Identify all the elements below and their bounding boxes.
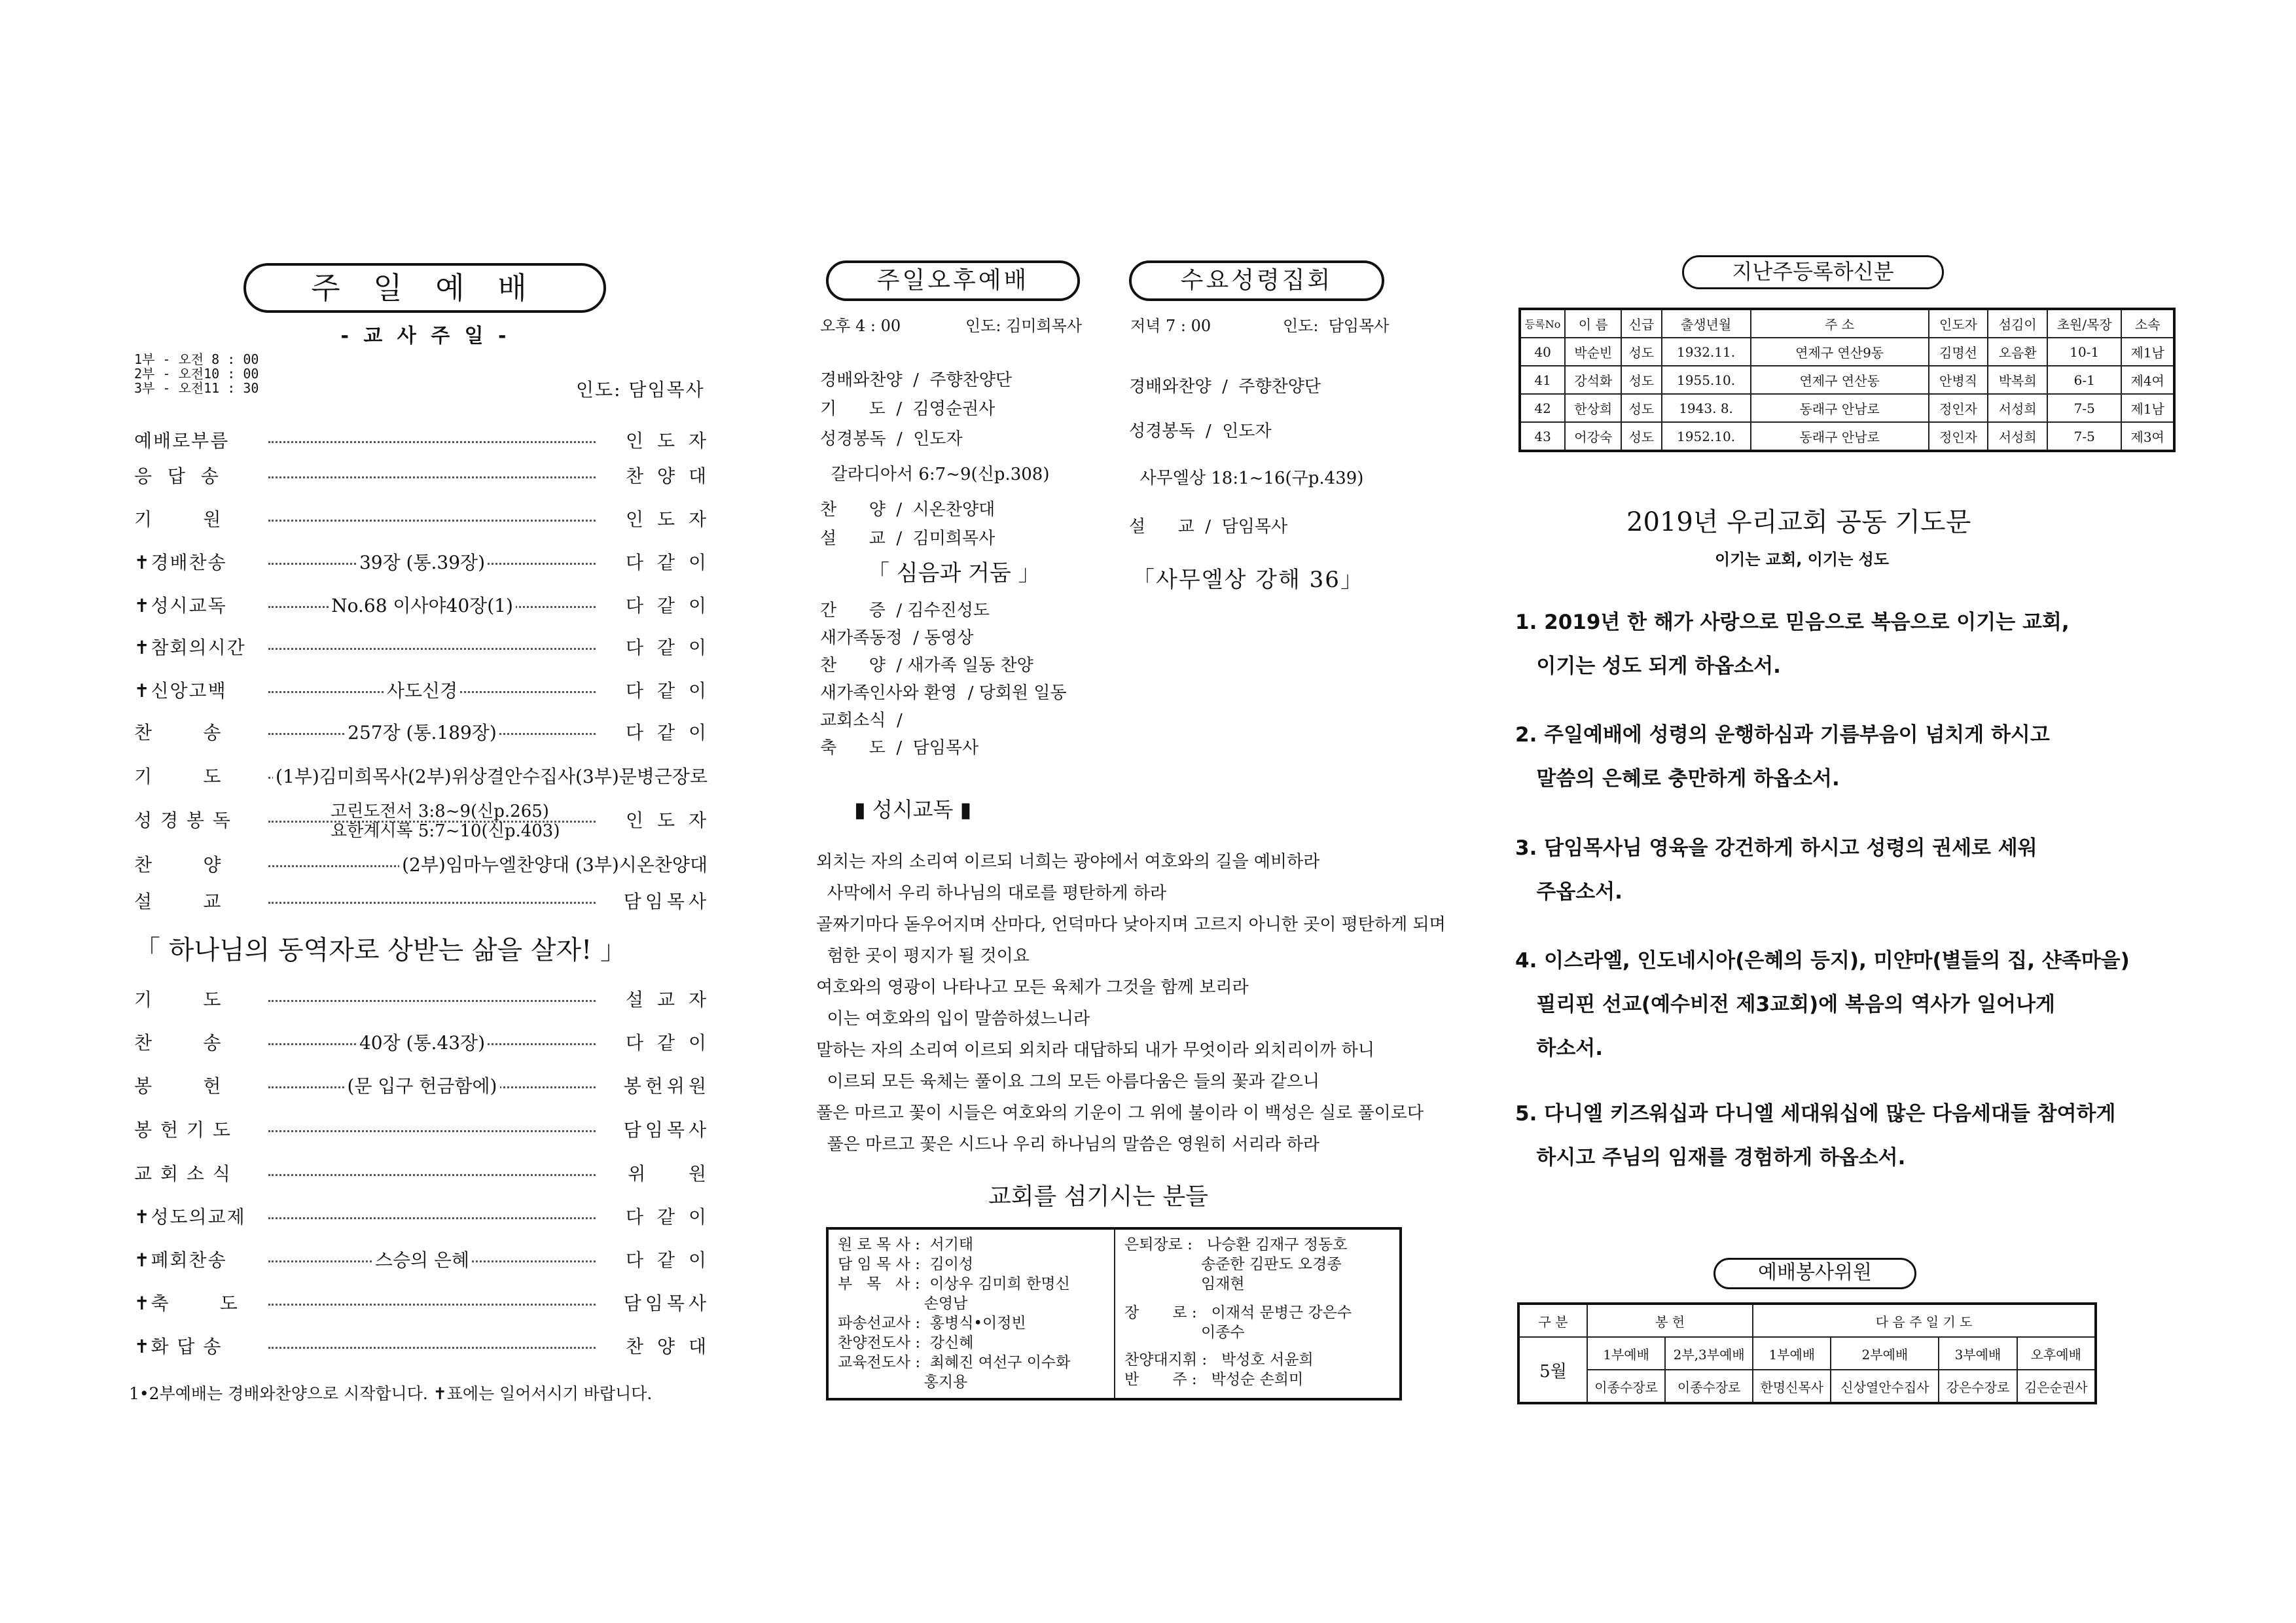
cell: 1943. 8. [1662, 394, 1751, 422]
prayer-item-5: 5. 다니엘 키즈워십과 다니엘 세대워십에 많은 다음세대들 참여하게 하시고 주님의 임재를 경험하게 하옵소서. [1515, 1102, 2116, 1169]
order-responsible: 담임목사 [623, 891, 710, 912]
order-responsible: 다 같 이 [626, 1206, 710, 1228]
reading-line: 여호와의 영광이 나타나고 모든 육체가 그것을 함께 보리라 [816, 978, 1249, 997]
order-label: ✝성시교독 [134, 595, 227, 616]
order-row [134, 427, 710, 459]
order-responsible: 인 도 자 [626, 508, 710, 530]
server-line: 홍지용 [838, 1374, 968, 1391]
order-detail: No.68 이사야40장(1) [329, 595, 516, 616]
reading-line: 외치는 자의 소리여 이르되 너희는 광야에서 여호와의 길을 예비하라 [816, 852, 1320, 872]
cell: 한상희 [1565, 394, 1621, 422]
order-row [134, 633, 710, 666]
table-row [1520, 394, 2174, 422]
cell: 1부예배 [1587, 1337, 1665, 1370]
registration-title: 지난주등록하신분 [1682, 255, 1944, 289]
reading-line: 말하는 자의 소리여 이르되 외치라 대답하되 내가 무엇이라 외치리이까 하니 [816, 1041, 1374, 1060]
cell: 6-1 [2047, 366, 2121, 394]
cell: 정인자 [1929, 394, 1988, 422]
time-3: 3부 - 오전11 : 30 [134, 380, 259, 396]
order-row [134, 1072, 710, 1105]
leader-dots [268, 1347, 596, 1349]
afternoon-line: 새가족인사와 환영 / 당회원 일동 [820, 683, 1067, 703]
order-row [134, 762, 710, 795]
col-header: 주 소 [1751, 309, 1929, 338]
order-row [134, 887, 710, 920]
cell: 서성희 [1988, 394, 2047, 422]
prayer-item-2: 2. 주일예배에 성령의 운행하심과 기름부음이 넘치게 하시고 말씀의 은혜로 충만하게 하옵소서. [1515, 723, 2050, 791]
cell: 2부,3부예배 [1665, 1337, 1753, 1370]
table-row [1520, 422, 2174, 451]
leader-dots [268, 520, 596, 522]
servers-title: 교회를 섬기시는 분들 [988, 1183, 1208, 1210]
reading-line: 이르되 모든 육체는 풀이요 그의 모든 아름다움은 들의 꽃과 같으니 [816, 1072, 1320, 1092]
cell: 오음환 [1988, 338, 2047, 366]
scripture-reading [331, 802, 560, 841]
server-line: 파송선교사 : 홍병식•이정빈 [838, 1315, 1026, 1332]
table-header-row [1520, 309, 2174, 338]
leader-dots [268, 902, 596, 904]
order-detail: 스승의 은혜 [372, 1249, 472, 1271]
cell: 7-5 [2047, 422, 2121, 451]
leader-dots [268, 476, 596, 478]
leader-dots [268, 1304, 596, 1306]
cell: 1952.10. [1662, 422, 1751, 451]
cell: 안병직 [1929, 366, 1988, 394]
order-row [134, 851, 710, 883]
prayer-item-1: 1. 2019년 한 해가 사랑으로 믿음으로 복음으로 이기는 교회, 이기는 성도 되게 하옵소서. [1515, 611, 2070, 678]
service-note: 1•2부예배는 경배와찬양으로 시작합니다. ✝표에는 일어서시기 바랍니다. [129, 1384, 653, 1403]
table-row [1520, 366, 2174, 394]
cell: 43 [1520, 422, 1565, 451]
prayer-title: 2019년 우리교회 공동 기도문 [1626, 507, 1971, 537]
order-row [134, 1116, 710, 1149]
cell: 성도 [1621, 338, 1661, 366]
order-responsible: 찬 양 대 [626, 465, 710, 487]
cell: 제1남 [2121, 338, 2174, 366]
committee-table [1517, 1302, 2097, 1404]
order-label: 기 도 [134, 766, 223, 787]
afternoon-line: 축 도 / 담임목사 [820, 738, 979, 758]
cell: 오후예배 [2017, 1337, 2096, 1370]
col-header: 인도자 [1929, 309, 1988, 338]
order-responsible: 다 같 이 [626, 680, 710, 702]
cell: 이종수장로 [1665, 1370, 1753, 1403]
afternoon-line: 간 증 / 김수진성도 [820, 601, 990, 620]
cell: 김은순권사 [2017, 1370, 2096, 1403]
cell: 40 [1520, 338, 1565, 366]
order-row [134, 677, 710, 709]
order-detail: 40장 (통.43장) [357, 1032, 488, 1054]
order-label: 응 답 송 [134, 465, 220, 487]
order-row [134, 1160, 710, 1192]
server-line: 손영남 [838, 1295, 968, 1312]
prayer-item-4: 4. 이스라엘, 인도네시아(은혜의 등지), 미얀마(별들의 집, 샨족마을) 필리핀 선교(예수비전 제3교회)에 복음의 역사가 일어나게 하소서. [1515, 949, 2130, 1060]
afternoon-line: 경배와찬양 / 주향찬양단 [820, 370, 1012, 390]
cell: 서성희 [1988, 422, 2047, 451]
order-row [134, 1289, 710, 1322]
order-responsible: 인 도 자 [626, 810, 710, 831]
col-header: 이 름 [1565, 309, 1621, 338]
cell: 연제구 연산동 [1751, 366, 1929, 394]
sermon-title: 「 하나님의 동역자로 상받는 삶을 살자! 」 [134, 935, 626, 965]
time-1: 1부 - 오전 8 : 00 [134, 351, 259, 367]
order-responsible: 담임목사 [623, 1293, 710, 1314]
order-responsible: 담임목사 [623, 1119, 710, 1141]
order-responsible: 다 같 이 [626, 1032, 710, 1054]
afternoon-line: 설 교 / 김미희목사 [820, 529, 996, 548]
cell: 1932.11. [1662, 338, 1751, 366]
servers-box [826, 1227, 1402, 1400]
order-responsible: 다 같 이 [626, 722, 710, 743]
order-detail: (2부)임마누엘찬양대 (3부)시온찬양대 [399, 854, 710, 876]
cell: 박복희 [1988, 366, 2047, 394]
cell: 성도 [1621, 366, 1661, 394]
order-responsible: 인 도 자 [626, 430, 710, 452]
cell: 동래구 안남로 [1751, 422, 1929, 451]
cell: 1부예배 [1753, 1337, 1831, 1370]
wednesday-line: 사무엘상 18:1~16(구p.439) [1129, 469, 1364, 488]
scripture-1: 고린도전서 3:8~9(신p.265) [331, 802, 549, 821]
order-label: 기 도 [134, 989, 223, 1010]
time-2: 2부 - 오전10 : 00 [134, 366, 259, 382]
prayer-subtitle: 이기는 교회, 이기는 성도 [1715, 550, 1890, 569]
order-label: 찬 송 [134, 722, 223, 743]
afternoon-service-title: 주일오후예배 [826, 260, 1080, 301]
order-detail: (1부)김미희목사(2부)위상결안수집사(3부)문병근장로 [273, 766, 710, 787]
leader-dots [268, 1130, 596, 1132]
registration-table [1518, 308, 2176, 452]
server-line: 부 목 사 : 이상우 김미희 한명신 [838, 1275, 1070, 1293]
server-line: 장 로 : 이재석 문병근 강은수 [1124, 1304, 1352, 1321]
month-cell: 5월 [1518, 1337, 1587, 1403]
order-responsible: 봉헌위원 [623, 1075, 710, 1097]
order-responsible: 다 같 이 [626, 637, 710, 658]
cell: 어강숙 [1565, 422, 1621, 451]
order-label: ✝참회의시간 [134, 637, 246, 658]
wednesday-line: 설 교 / 담임목사 [1129, 517, 1288, 537]
prayer-item-3: 3. 담임목사님 영육을 강건하게 하시고 성령의 권세로 세워 주옵소서. [1515, 836, 2037, 904]
server-line: 송준한 김판도 오경종 [1124, 1256, 1342, 1273]
afternoon-line: 성경봉독 / 인도자 [820, 429, 963, 449]
service-times [134, 352, 259, 395]
order-label: 예배로부름 [134, 430, 230, 452]
order-detail: (문 입구 헌금함에) [345, 1075, 500, 1097]
order-responsible: 다 같 이 [626, 552, 710, 573]
order-detail: 257장 (통.189장) [345, 722, 499, 743]
order-responsible: 설 교 자 [626, 989, 710, 1010]
wednesday-sermon: 「사무엘상 강해 36」 [1132, 567, 1364, 593]
afternoon-leader: 인도: 김미희목사 [965, 317, 1083, 335]
order-row [134, 1029, 710, 1061]
cell: 제4여 [2121, 366, 2174, 394]
afternoon-line: 교회소식 / [820, 711, 903, 730]
order-row [134, 1332, 710, 1365]
order-row [134, 505, 710, 538]
cell: 1955.10. [1662, 366, 1751, 394]
committee-title: 예배봉사위원 [1713, 1258, 1916, 1289]
wednesday-leader: 인도: 담임목사 [1283, 317, 1390, 335]
order-label: 교 회 소 식 [134, 1163, 232, 1185]
reading-line: 골짜기마다 돋우어지며 산마다, 언덕마다 낮아지며 고르지 아니한 곳이 평탄하게 되며 [816, 915, 1446, 935]
col-header: 출생년월 [1662, 309, 1751, 338]
order-label: ✝성도의교제 [134, 1206, 246, 1228]
wednesday-time: 저녁 7 : 00 [1130, 317, 1211, 335]
wednesday-service-title: 수요성령집회 [1129, 260, 1384, 301]
leader-dots [268, 441, 596, 443]
order-responsible: 찬 양 대 [626, 1336, 710, 1357]
order-label: ✝축 도 [134, 1293, 239, 1314]
leader-dots [268, 1174, 596, 1176]
col-header: 봉 헌 [1587, 1304, 1753, 1337]
afternoon-line: 갈라디아서 6:7~9(신p.308) [820, 465, 1050, 484]
server-line: 임재현 [1124, 1275, 1245, 1293]
order-label: 찬 송 [134, 1032, 223, 1054]
wednesday-line: 경배와찬양 / 주향찬양단 [1129, 377, 1321, 397]
afternoon-line: 찬 양 / 새가족 일동 찬양 [820, 656, 1033, 675]
order-responsible: 위 원 [628, 1163, 710, 1185]
reading-line: 이는 여호와의 입이 말씀하셨느니라 [816, 1009, 1090, 1029]
server-line: 원 로 목 사 : 서기태 [838, 1236, 974, 1253]
afternoon-sermon: 「 심음과 거둠 」 [867, 560, 1041, 586]
order-label: 설 교 [134, 891, 223, 912]
cell: 10-1 [2047, 338, 2121, 366]
server-line: 은퇴장로 : 나승환 김재구 정동호 [1124, 1236, 1348, 1253]
order-row [134, 1246, 710, 1279]
order-label: ✝폐회찬송 [134, 1249, 227, 1271]
wednesday-line: 성경봉독 / 인도자 [1129, 421, 1272, 441]
reading-line: 풀은 마르고 꽃은 시드나 우리 하나님의 말씀은 영원히 서리라 하라 [816, 1135, 1320, 1154]
cell: 42 [1520, 394, 1565, 422]
leader-dots [268, 648, 596, 650]
order-row [134, 1203, 710, 1236]
cell: 신상열안수집사 [1831, 1370, 1939, 1403]
main-service-subtitle: - 교 사 주 일 - [340, 325, 511, 348]
cell: 7-5 [2047, 394, 2121, 422]
cell: 성도 [1621, 422, 1661, 451]
order-row [134, 462, 710, 495]
cell: 41 [1520, 366, 1565, 394]
order-detail: 사도신경 [384, 680, 460, 702]
order-label: ✝화 답 송 [134, 1336, 223, 1357]
cell: 정인자 [1929, 422, 1988, 451]
table-header-row [1518, 1304, 2096, 1337]
afternoon-line: 기 도 / 김영순권사 [820, 399, 996, 419]
server-line: 반 주 : 박성순 손희미 [1124, 1371, 1304, 1388]
cell: 연제구 연산9동 [1751, 338, 1929, 366]
order-label: 기 원 [134, 508, 223, 530]
order-row [134, 548, 710, 581]
leader-dots [268, 1000, 596, 1002]
order-row [134, 719, 710, 751]
order-row [134, 986, 710, 1018]
reading-line: 사막에서 우리 하나님의 대로를 평탄하게 하라 [816, 883, 1167, 903]
main-service-title: 주 일 예 배 [243, 263, 606, 313]
order-responsible: 다 같 이 [626, 1249, 710, 1271]
cell: 이종수장로 [1587, 1370, 1665, 1403]
cell: 강석화 [1565, 366, 1621, 394]
server-line: 이종수 [1124, 1324, 1245, 1341]
order-responsible: 다 같 이 [626, 595, 710, 616]
server-line: 찬양전도사 : 강신혜 [838, 1334, 974, 1351]
afternoon-line: 찬 양 / 시온찬양대 [820, 500, 996, 520]
cell: 김명선 [1929, 338, 1988, 366]
scripture-2: 요한계시록 5:7~10(신p.403) [331, 821, 560, 841]
cell: 2부예배 [1831, 1337, 1939, 1370]
afternoon-time: 오후 4 : 00 [820, 317, 901, 335]
leader-dots [268, 1217, 596, 1219]
cell: 동래구 안남로 [1751, 394, 1929, 422]
order-row [134, 592, 710, 624]
order-label: 찬 양 [134, 854, 223, 876]
server-line: 찬양대지휘 : 박성호 서윤희 [1124, 1351, 1314, 1368]
server-line: 교육전도사 : 최혜진 여선구 이수화 [838, 1354, 1071, 1371]
cell: 박순빈 [1565, 338, 1621, 366]
service-leader: 인도: 담임목사 [576, 379, 705, 401]
col-header: 등록No [1520, 309, 1565, 338]
responsive-reading-title: ▮ 성시교독 ▮ [854, 797, 972, 822]
cell: 3부예배 [1939, 1337, 2017, 1370]
cell: 제1남 [2121, 394, 2174, 422]
table-row [1518, 1337, 2096, 1370]
col-header: 신급 [1621, 309, 1661, 338]
col-header: 소속 [2121, 309, 2174, 338]
cell: 한명신목사 [1753, 1370, 1831, 1403]
reading-line: 험한 곳이 평지가 될 것이요 [816, 946, 1030, 966]
col-header: 구 분 [1518, 1304, 1587, 1337]
order-label: ✝신앙고백 [134, 680, 227, 702]
col-header: 초원/목장 [2047, 309, 2121, 338]
order-label: ✝경배찬송 [134, 552, 227, 573]
order-label: 성 경 봉 독 [134, 810, 232, 831]
afternoon-line: 새가족동정 / 동영상 [820, 628, 974, 648]
col-header: 다 음 주 일 기 도 [1753, 1304, 2096, 1337]
cell: 강은수장로 [1939, 1370, 2017, 1403]
order-label: 봉 헌 기 도 [134, 1119, 232, 1141]
table-row [1518, 1370, 2096, 1403]
cell: 성도 [1621, 394, 1661, 422]
order-label: 봉 헌 [134, 1075, 223, 1097]
reading-line: 풀은 마르고 꽃이 시들은 여호와의 기운이 그 위에 불이라 이 백성은 실로 풀이로다 [816, 1103, 1424, 1123]
col-header: 섬김이 [1988, 309, 2047, 338]
cell: 제3여 [2121, 422, 2174, 451]
order-detail: 39장 (통.39장) [357, 552, 488, 573]
server-line: 담 임 목 사 : 김이성 [838, 1256, 974, 1273]
table-row [1520, 338, 2174, 366]
